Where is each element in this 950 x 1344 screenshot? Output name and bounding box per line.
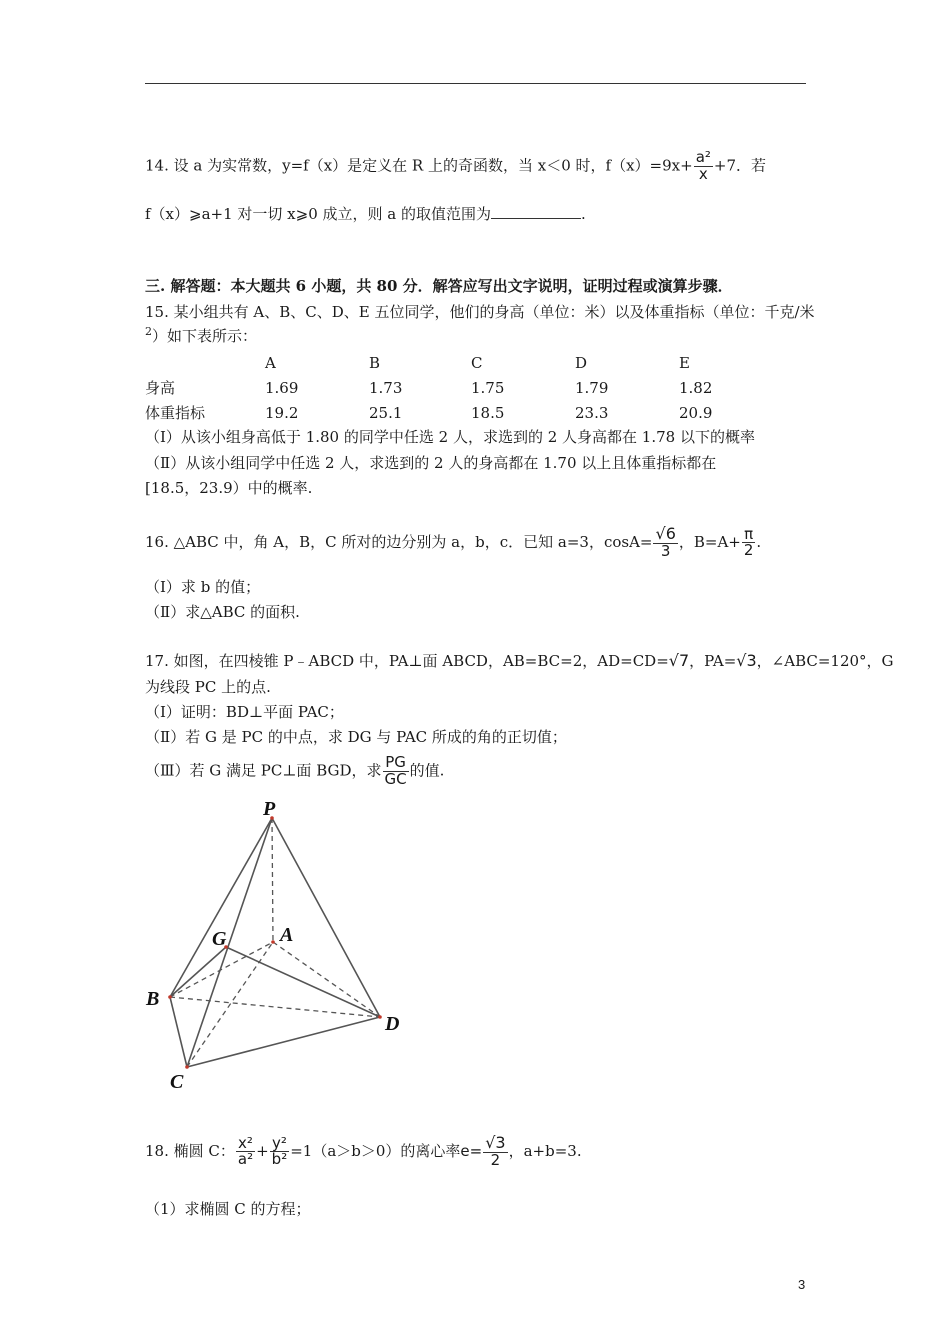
table-header-row (145, 350, 739, 375)
q18-e-fraction (483, 1135, 507, 1169)
q17-text-b: ，PA= (689, 652, 737, 670)
q16-pi-fraction (742, 524, 756, 560)
q14-text-line2: f（x）⩾a+1 对一切 x⩾0 成立，则 a 的取值范围为 (145, 205, 491, 223)
q17-line2: 为线段 PC 上的点. (145, 678, 271, 696)
q15-line2-text: ）如下表所示： (152, 327, 258, 345)
edge-BG (170, 947, 226, 997)
q15-line2 (145, 325, 257, 346)
q16-text-a: 16. △ABC 中，角 A，B，C 所对的边分别为 a，b，c．已知 a=3，cosA= (145, 532, 653, 551)
table-cell: 1.75 (471, 378, 505, 397)
q17-part3-text-b: 的值. (409, 761, 445, 780)
q14-text-b: +7．若 (713, 156, 767, 175)
table-cell: B (369, 353, 381, 372)
q18-e-radicand: 3 (495, 1133, 506, 1152)
q16-cos-fraction (653, 526, 677, 560)
sqrt-sign: √ (655, 524, 666, 543)
page-number: 3 (798, 1277, 806, 1292)
q14-frac-den: x (698, 164, 708, 183)
table-cell: 18.5 (471, 403, 505, 422)
q17-line1 (145, 650, 894, 671)
edge-BC (170, 997, 187, 1067)
q15-line1: 15. 某小组共有 A、B、C、D、E 五位同学，他们的身高（单位：米）以及体重指标（单位：千克/米 (145, 303, 815, 321)
q14-line1 (145, 150, 766, 183)
q17-pg-gc-fraction (383, 755, 409, 788)
q18-y-num: y² (270, 1136, 290, 1153)
q17-frac-num: PG (383, 755, 409, 772)
q14-frac-num: a² (695, 148, 711, 166)
sqrt-sign: √ (736, 651, 747, 670)
q14-line2 (145, 203, 586, 224)
q14-text-end: . (581, 205, 586, 223)
pyramid-figure (130, 795, 420, 1095)
q15-sup: 2 (145, 325, 152, 338)
label-P: P (263, 798, 276, 820)
q16-part2: （Ⅱ）求△ABC 的面积. (145, 603, 300, 621)
label-D: D (385, 1013, 400, 1035)
table-row (145, 375, 739, 400)
table-cell: C (471, 353, 483, 372)
q16-cos-den: 3 (660, 541, 671, 560)
q17-part3 (145, 755, 444, 788)
table-cell (145, 350, 265, 375)
q18-part1: （1）求椭圆 C 的方程； (145, 1200, 311, 1218)
q17-sqrt7: 7 (678, 651, 690, 670)
q17-sqrt3: 3 (746, 651, 757, 670)
table-cell: 19.2 (265, 403, 299, 422)
q18-x-fraction (236, 1133, 255, 1169)
table-cell: 身高 (145, 379, 176, 397)
q15-table (145, 350, 739, 425)
q16-text-c: . (756, 532, 762, 551)
q15-part1: （Ⅰ）从该小组身高低于 1.80 的同学中任选 2 人，求选到的 2 人身高都在 1.78 以下的概率 (145, 428, 755, 446)
q17-part3-text-a: （Ⅲ）若 G 满足 PC⊥面 BGD，求 (145, 761, 382, 780)
edge-PA-hidden (272, 818, 273, 942)
edge-GD (226, 947, 380, 1017)
edge-PD (272, 818, 380, 1017)
table-cell: 20.9 (679, 403, 713, 422)
q14-text-a: 14. 设 a 为实常数，y=f（x）是定义在 R 上的奇函数，当 x＜0 时，f（x）=9x+ (145, 156, 693, 175)
table-cell: 1.79 (575, 378, 609, 397)
label-B: B (146, 988, 160, 1010)
label-G: G (212, 928, 227, 950)
q18-line1 (145, 1135, 582, 1169)
q18-x-num: x² (236, 1136, 255, 1153)
q16-pi-num: π (742, 527, 756, 544)
table-cell: 25.1 (369, 403, 403, 422)
table-cell: A (265, 353, 276, 372)
q18-y-den: b² (271, 1150, 288, 1169)
q17-text-a: 17. 如图，在四棱锥 P﹣ABCD 中，PA⊥面 ABCD，AB=BC=2，AD=CD= (145, 652, 669, 670)
table-row (145, 400, 739, 425)
table-cell: 体重指标 (145, 404, 206, 422)
q17-text-c: ，∠ABC=120°，G (756, 652, 894, 670)
table-cell: D (575, 353, 588, 372)
sqrt-sign: √ (485, 1133, 496, 1152)
q15-part2: （Ⅱ）从该小组同学中任选 2 人，求选到的 2 人的身高都在 1.70 以上且体重指标都在 (145, 454, 717, 472)
edge-CD (187, 1017, 380, 1067)
q18-y-fraction (270, 1133, 290, 1169)
q17-frac-den: GC (384, 769, 407, 788)
edge-AD-hidden (273, 942, 380, 1017)
q16-cos-radicand: 6 (665, 524, 676, 543)
header-rule (145, 83, 806, 84)
q14-fraction (694, 150, 713, 183)
q18-mid: =1（a＞b＞0）的离心率 (290, 1141, 461, 1160)
q16-line1 (145, 526, 761, 560)
section3-heading: 三. 解答题：本大题共 6 小题，共 80 分．解答应写出文字说明，证明过程或演算步骤． (145, 277, 733, 295)
table-cell: 1.73 (369, 378, 403, 397)
vertex-D (378, 1015, 382, 1019)
q14-answer-blank[interactable] (491, 204, 581, 219)
vertex-A (271, 940, 275, 944)
q18-end: ，a+b=3. (508, 1141, 582, 1160)
q18-e-den: 2 (490, 1150, 501, 1169)
q17-part2: （Ⅱ）若 G 是 PC 的中点，求 DG 与 PAC 所成的角的正切值； (145, 728, 567, 746)
sqrt-sign: √ (668, 651, 679, 670)
q18-x-den: a² (237, 1150, 254, 1169)
q16-text-b: ，B=A+ (678, 532, 741, 551)
table-cell: 1.69 (265, 378, 299, 397)
table-cell: E (679, 353, 690, 372)
label-C: C (170, 1071, 184, 1093)
edge-BD-hidden (170, 997, 380, 1017)
table-cell: 1.82 (679, 378, 713, 397)
edge-PC (187, 818, 272, 1067)
q18-plus: + (256, 1141, 269, 1160)
vertex-B (168, 995, 172, 999)
q18-e-label: e= (460, 1141, 483, 1160)
table-cell: 23.3 (575, 403, 609, 422)
q16-pi-den: 2 (743, 541, 754, 560)
q18-label: 18. 椭圆 C： (145, 1141, 235, 1160)
q15-part2-cont: [18.5，23.9）中的概率. (145, 479, 313, 497)
q16-part1: （Ⅰ）求 b 的值； (145, 578, 261, 596)
vertex-C (185, 1065, 189, 1069)
q17-part1: （Ⅰ）证明：BD⊥平面 PAC； (145, 703, 344, 721)
label-A: A (280, 924, 294, 946)
